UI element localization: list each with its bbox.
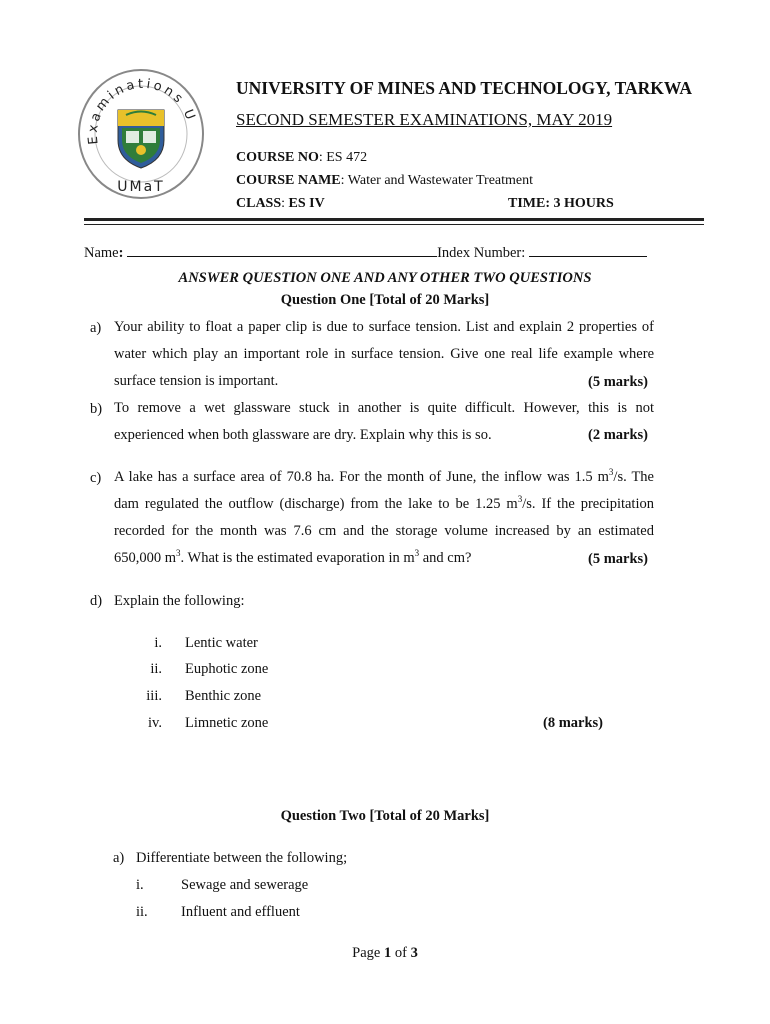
q1d-item-num: i. [154,635,162,651]
q1a-marks: (5 marks) [588,374,649,390]
q1d-item-text: Lentic water [185,635,258,651]
total-pages: 3 [410,945,418,961]
course-name-label: COURSE NAME [236,173,341,188]
q1c-part1: A lake has a surface area of 70.8 ha. For the month of June, the inflow was 1.5 m [114,469,609,485]
question-one-title: Question One [Total of 20 Marks] [280,292,490,308]
q1c-part5: and cm? [419,550,472,566]
q1d-item-num: iv. [148,715,162,731]
name-colon: : [118,245,124,261]
student-info-row [84,242,647,262]
q2a-text: Differentiate between the following; [136,850,348,866]
q1b-label: b) [90,401,103,417]
superscript-3: 3 [517,494,523,505]
current-page: 1 [383,945,392,961]
q1a-label: a) [90,320,102,336]
q1d-item-num: ii. [150,661,162,677]
university-title: UNIVERSITY OF MINES AND TECHNOLOGY, TARKWA [236,78,693,98]
class-separator: : [281,196,289,211]
header-rule-thick [84,218,704,221]
course-name-line [236,173,533,189]
header-rule-thin [84,224,704,225]
superscript-3: 3 [414,548,420,559]
q2a-item-num: ii. [136,904,148,920]
q2a-item-num: i. [136,877,144,893]
q2a-item-text: Sewage and sewerage [181,877,309,893]
q2a-item-text: Influent and effluent [181,904,300,920]
umat-logo [76,68,206,204]
name-field[interactable] [127,242,437,257]
index-number-label: Index Number: [437,245,526,261]
q1c-part3: /s. If the precipitation recorded for the month was 7.6 cm and the storage volume increased by an estimated 650,000 m [114,496,654,566]
q1b-text: To remove a wet glassware stuck in another is quite difficult. However, this is not experienced when both glassware are dry. Explain why this is so. [114,400,654,443]
name-label: Name [84,245,119,261]
course-name-value: : Water and Wastewater Treatment [340,173,534,188]
q1c-label: c) [90,470,102,486]
class-value: ES IV [288,196,325,211]
superscript-3: 3 [608,467,614,478]
instructions: ANSWER QUESTION ONE AND ANY OTHER TWO QUESTIONS [178,270,592,286]
q1c-part4: . What is the estimated evaporation in m [180,550,415,566]
index-number-field[interactable] [529,242,647,257]
superscript-3: 3 [176,548,181,559]
logo-ring-text: Examinations U [85,76,199,146]
time-allowed: TIME: 3 HOURS [508,196,614,211]
q1b-marks: (2 marks) [588,427,649,443]
page-word: Page [352,945,384,961]
q1d-item-text: Euphotic zone [185,661,269,677]
class-line [236,196,325,212]
q1a-text: Your ability to float a paper clip is due to surface tension. List and explain 2 properties of water which play an important role in surface tension. Give one real life example where surface tension is important. [114,319,654,389]
of-word: of [391,945,411,961]
q1d-text: Explain the following: [114,593,245,609]
q2a-label: a) [113,850,125,866]
logo-bottom-text: UMaT [117,179,165,195]
q1d-item-text: Limnetic zone [185,715,269,731]
q1d-label: d) [90,593,103,609]
page-number [0,945,770,962]
q1c-text [114,464,654,572]
q1d-item-num: iii. [146,688,162,704]
q1c-part2: /s. The dam regulated the outflow (discharge) from the lake to be 1.25 m [114,469,654,512]
q1d-item-text: Benthic zone [185,688,262,704]
q1d-marks: (8 marks) [543,715,604,731]
exam-title: SECOND SEMESTER EXAMINATIONS, MAY 2019 [236,110,613,129]
course-no-label: COURSE NO [236,150,319,165]
course-no-value: : ES 472 [318,150,368,165]
question-two-title: Question Two [Total of 20 Marks] [280,808,490,824]
course-no-line [236,150,367,166]
q1c-marks: (5 marks) [588,551,649,567]
class-label: CLASS [236,196,282,211]
